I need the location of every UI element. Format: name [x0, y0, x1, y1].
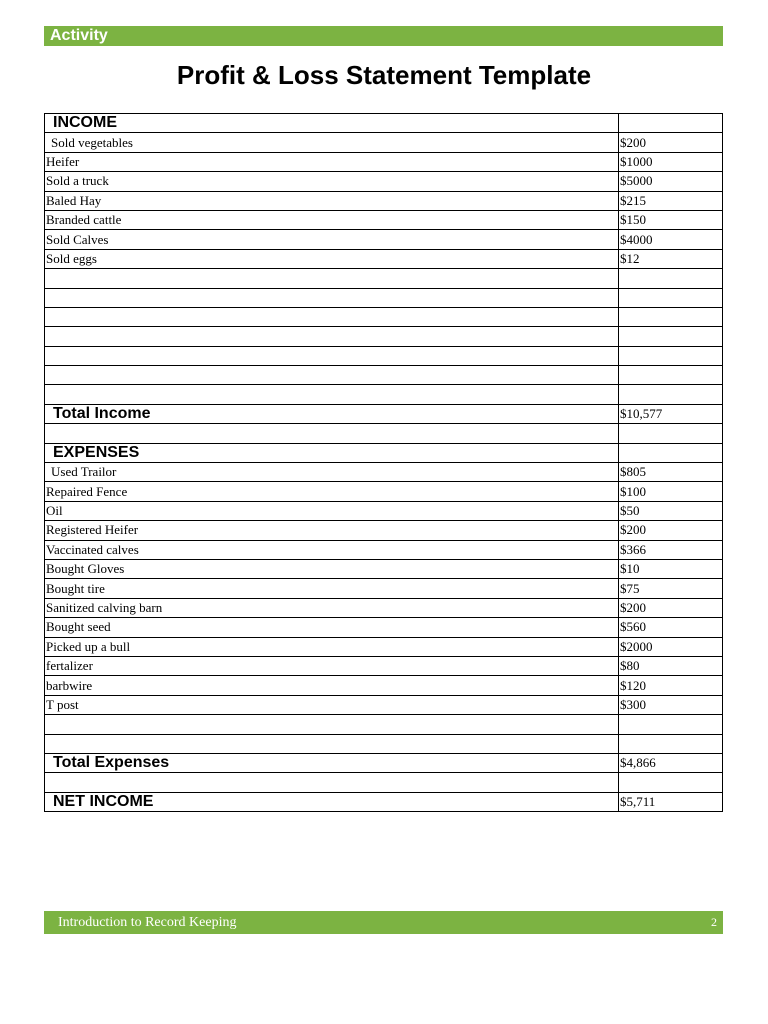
activity-label: Activity	[50, 27, 108, 44]
expense-item-amount[interactable]: $100	[619, 482, 723, 501]
empty-cell[interactable]	[45, 307, 619, 326]
total-expenses-label: Total Expenses	[45, 753, 619, 772]
empty-row	[45, 773, 723, 792]
expense-item-label[interactable]: Sanitized calving barn	[45, 598, 619, 617]
income-item-label[interactable]: Baled Hay	[45, 191, 619, 210]
net-income-label: NET INCOME	[45, 792, 619, 811]
page-number: 2	[711, 915, 717, 929]
empty-cell[interactable]	[619, 288, 723, 307]
income-item-label[interactable]: Sold vegetables	[45, 133, 619, 152]
table-row	[45, 637, 723, 656]
empty-cell[interactable]	[45, 327, 619, 346]
expense-item-amount[interactable]: $560	[619, 618, 723, 637]
income-item-label[interactable]: Branded cattle	[45, 210, 619, 229]
table-row	[45, 152, 723, 171]
income-heading: INCOME	[45, 114, 619, 133]
income-item-amount[interactable]: $5000	[619, 172, 723, 191]
expense-item-label[interactable]: Bought Gloves	[45, 559, 619, 578]
expense-item-label[interactable]: Bought tire	[45, 579, 619, 598]
table-row	[45, 463, 723, 482]
empty-cell[interactable]	[45, 269, 619, 288]
expense-item-label[interactable]: T post	[45, 695, 619, 714]
table-row	[45, 172, 723, 191]
total-expenses-amount[interactable]: $4,866	[619, 753, 723, 772]
expense-item-amount[interactable]: $805	[619, 463, 723, 482]
income-item-amount[interactable]: $1000	[619, 152, 723, 171]
income-heading-row	[45, 114, 723, 133]
empty-row	[45, 346, 723, 365]
empty-cell[interactable]	[45, 715, 619, 734]
profit-loss-table	[44, 113, 723, 812]
table-row	[45, 676, 723, 695]
empty-row	[45, 366, 723, 385]
footer-text: Introduction to Record Keeping	[58, 915, 237, 930]
table-row	[45, 521, 723, 540]
footer-bar	[44, 911, 723, 934]
expense-item-label[interactable]: Repaired Fence	[45, 482, 619, 501]
empty-cell[interactable]	[619, 269, 723, 288]
expenses-heading-row	[45, 443, 723, 462]
empty-row	[45, 288, 723, 307]
empty-row	[45, 307, 723, 326]
total-income-row	[45, 404, 723, 423]
income-item-label[interactable]: Sold eggs	[45, 249, 619, 268]
expense-item-label[interactable]: barbwire	[45, 676, 619, 695]
empty-row	[45, 715, 723, 734]
empty-cell[interactable]	[619, 114, 723, 133]
net-income-row	[45, 792, 723, 811]
table-row	[45, 501, 723, 520]
expense-item-amount[interactable]: $200	[619, 521, 723, 540]
empty-cell[interactable]	[619, 346, 723, 365]
table-row	[45, 210, 723, 229]
table-row	[45, 618, 723, 637]
empty-cell[interactable]	[45, 773, 619, 792]
income-item-amount[interactable]: $12	[619, 249, 723, 268]
expense-item-amount[interactable]: $120	[619, 676, 723, 695]
empty-cell[interactable]	[45, 346, 619, 365]
empty-cell[interactable]	[45, 734, 619, 753]
expense-item-label[interactable]: fertalizer	[45, 656, 619, 675]
empty-cell[interactable]	[619, 443, 723, 462]
empty-cell[interactable]	[619, 327, 723, 346]
income-item-label[interactable]: Sold a truck	[45, 172, 619, 191]
expense-item-label[interactable]: Picked up a bull	[45, 637, 619, 656]
table-row	[45, 559, 723, 578]
table-row	[45, 695, 723, 714]
table-row	[45, 540, 723, 559]
empty-cell[interactable]	[619, 424, 723, 443]
empty-cell[interactable]	[619, 307, 723, 326]
empty-cell[interactable]	[45, 288, 619, 307]
empty-cell[interactable]	[619, 734, 723, 753]
income-item-amount[interactable]: $200	[619, 133, 723, 152]
expense-item-amount[interactable]: $200	[619, 598, 723, 617]
expense-item-amount[interactable]: $75	[619, 579, 723, 598]
empty-cell[interactable]	[619, 366, 723, 385]
page-title: Profit & Loss Statement Template	[176, 60, 592, 90]
empty-row	[45, 424, 723, 443]
empty-row	[45, 327, 723, 346]
expense-item-amount[interactable]: $50	[619, 501, 723, 520]
empty-cell[interactable]	[619, 715, 723, 734]
expense-item-label[interactable]: Used Trailor	[45, 463, 619, 482]
expenses-heading: EXPENSES	[45, 443, 619, 462]
table-row	[45, 249, 723, 268]
empty-cell[interactable]	[45, 385, 619, 404]
income-item-label[interactable]: Heifer	[45, 152, 619, 171]
income-item-amount[interactable]: $215	[619, 191, 723, 210]
income-item-amount[interactable]: $4000	[619, 230, 723, 249]
empty-cell[interactable]	[45, 366, 619, 385]
empty-cell[interactable]	[619, 773, 723, 792]
expense-item-amount[interactable]: $366	[619, 540, 723, 559]
income-item-amount[interactable]: $150	[619, 210, 723, 229]
expense-item-amount[interactable]: $10	[619, 559, 723, 578]
expense-item-label[interactable]: Oil	[45, 501, 619, 520]
table-row	[45, 598, 723, 617]
expense-item-label[interactable]: Vaccinated calves	[45, 540, 619, 559]
table-row	[45, 579, 723, 598]
net-income-amount[interactable]: $5,711	[619, 792, 723, 811]
expense-item-amount[interactable]: $2000	[619, 637, 723, 656]
table-row	[45, 482, 723, 501]
activity-header-bar	[44, 26, 723, 46]
table-row	[45, 133, 723, 152]
table-row	[45, 230, 723, 249]
total-income-label: Total Income	[45, 404, 619, 423]
expense-item-amount[interactable]: $300	[619, 695, 723, 714]
empty-row	[45, 734, 723, 753]
expense-item-label[interactable]: Registered Heifer	[45, 521, 619, 540]
expense-item-label[interactable]: Bought seed	[45, 618, 619, 637]
table-row	[45, 656, 723, 675]
empty-row	[45, 269, 723, 288]
empty-cell[interactable]	[45, 424, 619, 443]
total-expenses-row	[45, 753, 723, 772]
expense-item-amount[interactable]: $80	[619, 656, 723, 675]
empty-row	[45, 385, 723, 404]
income-item-label[interactable]: Sold Calves	[45, 230, 619, 249]
table-row	[45, 191, 723, 210]
empty-cell[interactable]	[619, 385, 723, 404]
total-income-amount[interactable]: $10,577	[619, 404, 723, 423]
